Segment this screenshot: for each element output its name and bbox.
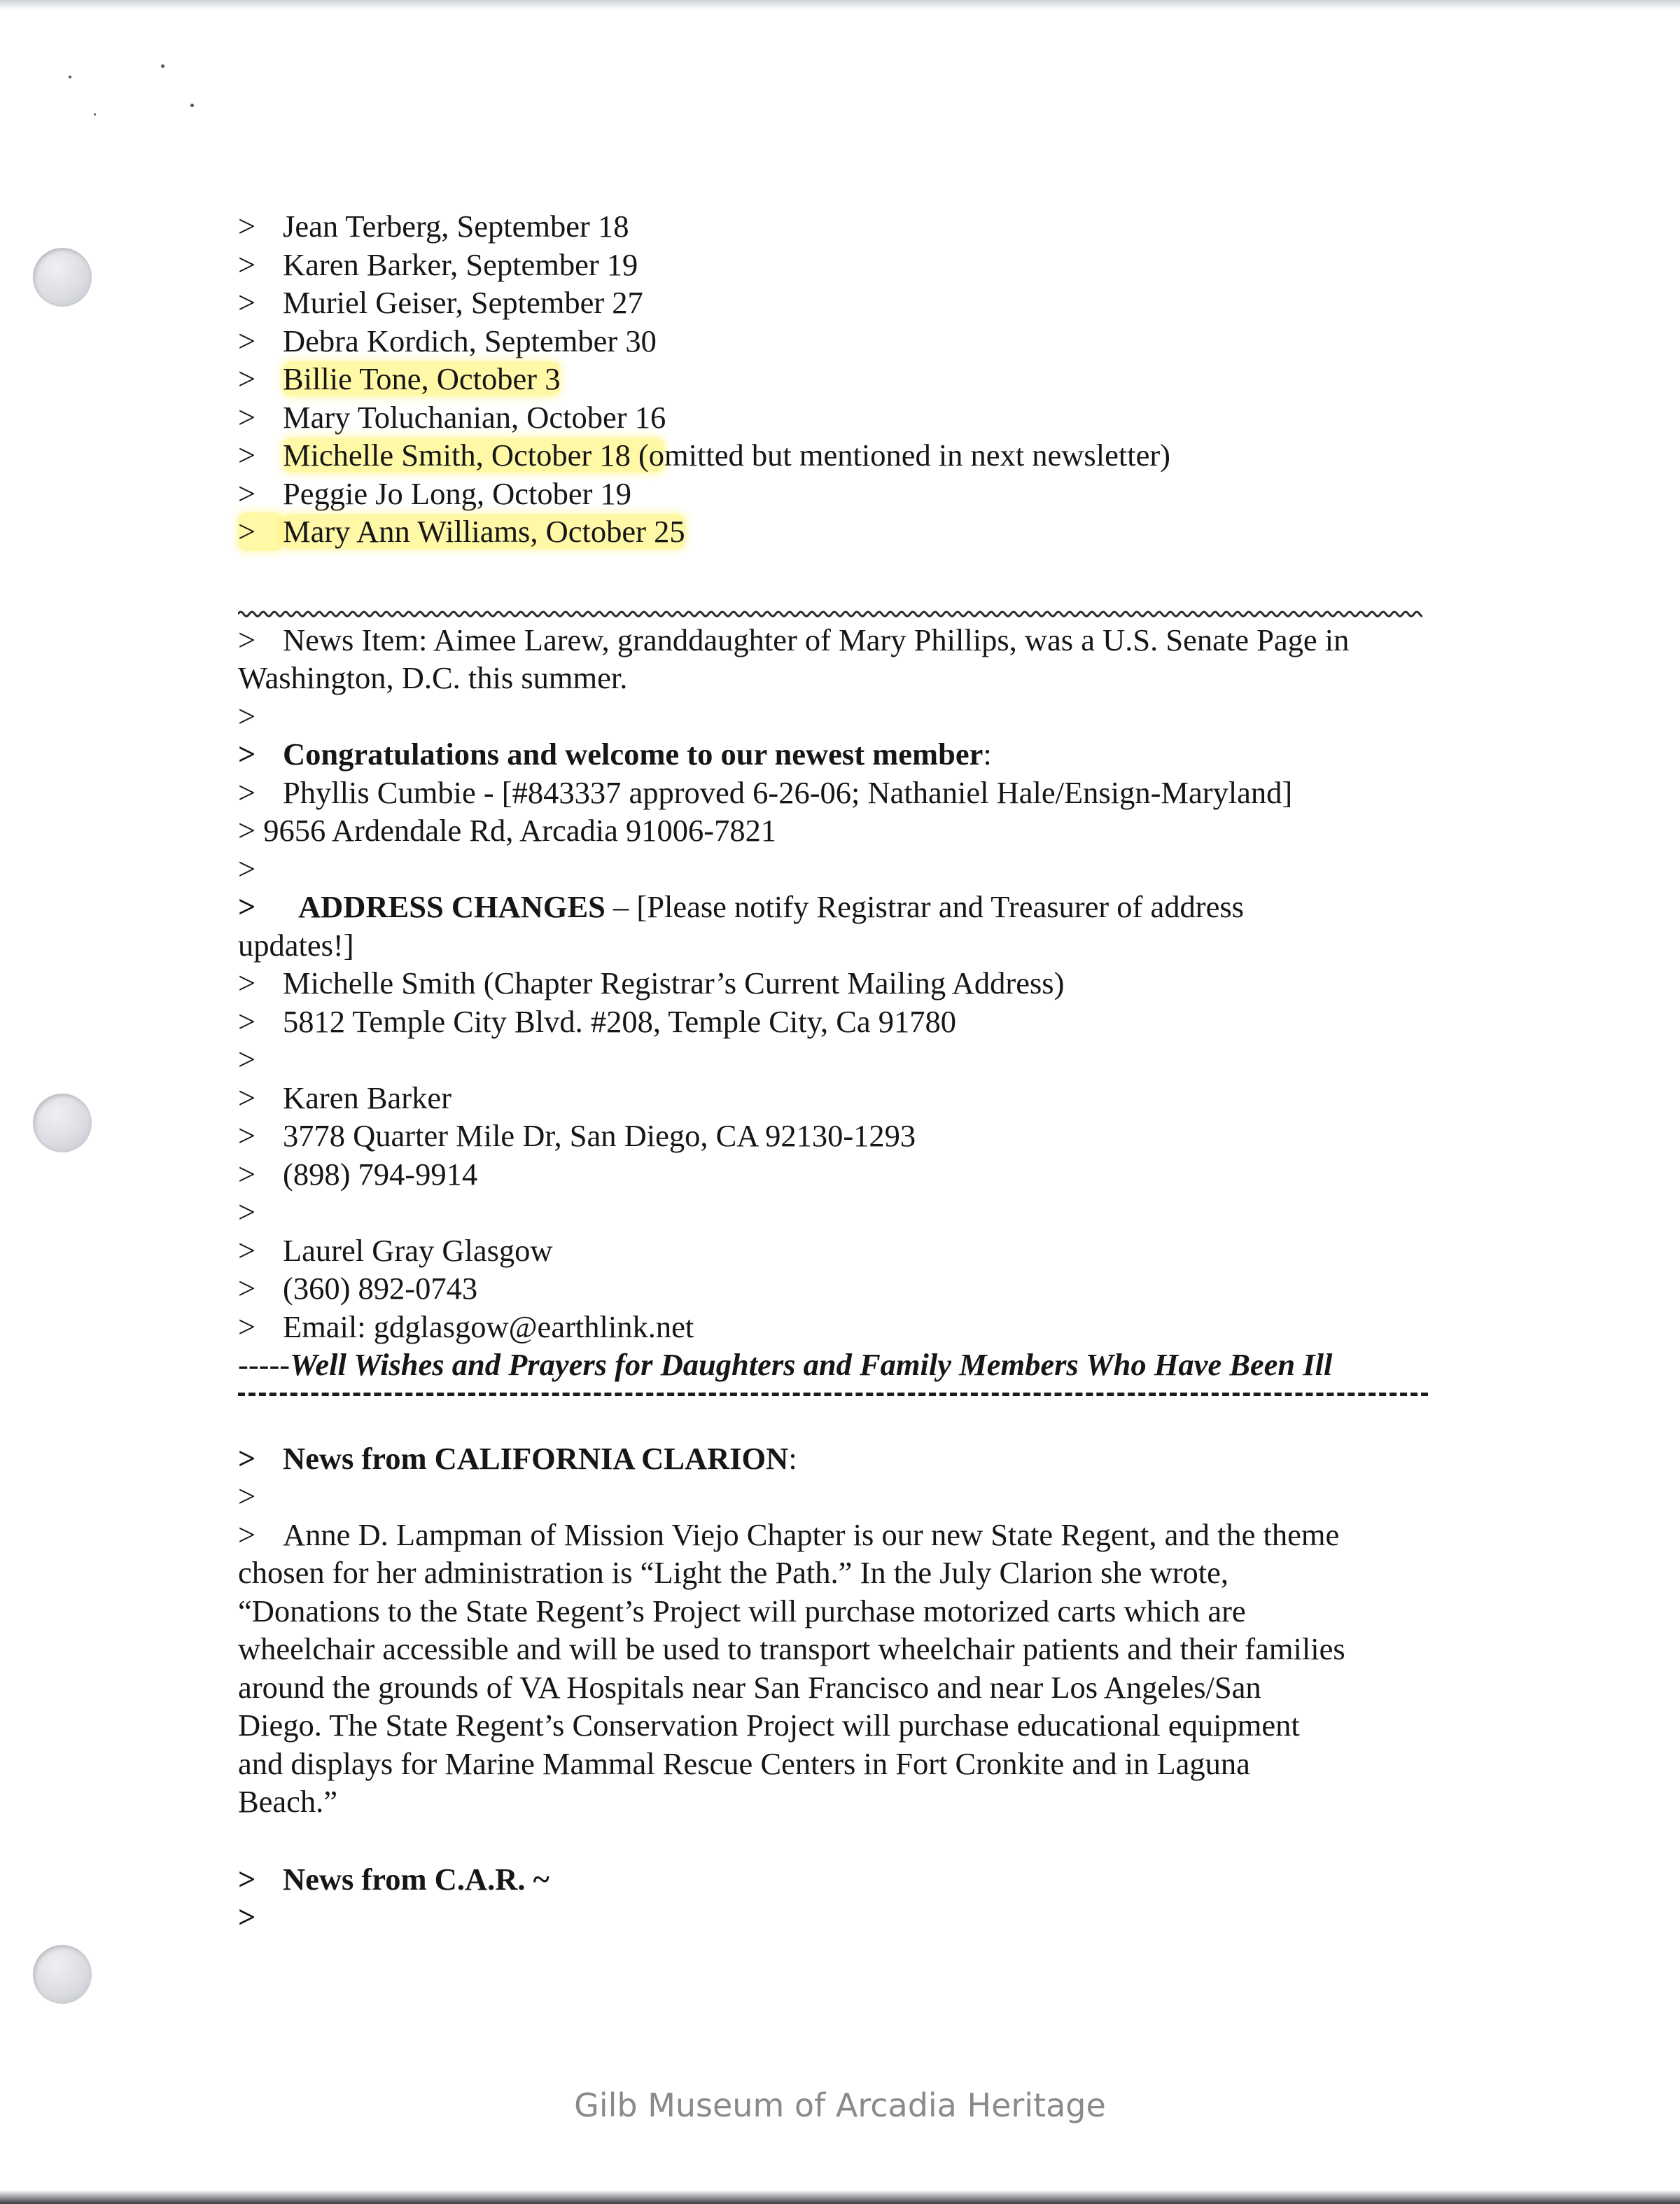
scan-bottom-edge	[0, 2190, 1680, 2204]
newsletter-page	[238, 207, 1442, 1937]
address-changes-note-cont: updates!]	[238, 927, 354, 963]
list-item-highlighted: > Michelle Smith, October 18 (omitted but mentioned in next newsletter)	[238, 438, 1170, 473]
address-entry: > 3778 Quarter Mile Dr, San Diego, CA 92130-1293	[238, 1118, 916, 1153]
well-wishes: -----Well Wishes and Prayers for Daughters and Family Members Who Have Been Ill	[238, 1347, 1333, 1382]
address-entry: > (360) 892-0743	[238, 1271, 478, 1306]
welcome-heading: > Congratulations and welcome to our newest member:	[238, 737, 992, 772]
address-entry: > 5812 Temple City Blvd. #208, Temple City, Ca 91780	[238, 1003, 957, 1039]
list-item: > Muriel Geiser, September 27	[238, 285, 643, 320]
binder-hole-middle	[33, 1094, 92, 1152]
address-entry: > Michelle Smith (Chapter Registrar’s Current Mailing Address)	[238, 965, 1065, 1000]
scan-speck	[94, 113, 96, 116]
wavy-divider	[238, 592, 1442, 606]
highlight: Billie Tone, October 3	[283, 361, 561, 396]
separator-marker: >	[238, 1899, 256, 1934]
news-item: > News Item: Aimee Larew, granddaughter of Mary Phillips, was a U.S. Senate Page in	[238, 622, 1350, 657]
address-entry: > Karen Barker	[238, 1080, 451, 1115]
binder-hole-top	[33, 248, 92, 307]
list-item: > Karen Barker, September 19	[238, 246, 638, 282]
scan-speck	[161, 64, 164, 68]
list-item-highlighted: > Billie Tone, October 3	[238, 361, 561, 396]
address-changes-heading: > ADDRESS CHANGES – [Please notify Registrar and Treasurer of address	[238, 889, 1244, 924]
birthday-list	[238, 207, 1442, 551]
news-item-cont: Washington, D.C. this summer.	[238, 660, 628, 695]
clarion-heading: > News from CALIFORNIA CLARION:	[238, 1440, 797, 1476]
separator-marker: >	[238, 1479, 256, 1514]
list-item: > Mary Toluchanian, October 16	[238, 399, 666, 435]
new-member: > Phyllis Cumbie - [#843337 approved 6-26-06; Nathaniel Hale/Ensign-Maryland]	[238, 774, 1293, 810]
highlight: Mary Ann Williams, October 25	[283, 514, 685, 549]
scan-top-edge	[0, 0, 1680, 10]
list-item-highlighted: > Mary Ann Williams, October 25	[238, 512, 1442, 551]
separator-marker: >	[238, 1042, 256, 1077]
new-member-address: > 9656 Ardendale Rd, Arcadia 91006-7821	[238, 813, 777, 848]
separator-marker: >	[238, 698, 256, 734]
scan-speck	[69, 76, 71, 78]
separator-marker: >	[238, 851, 256, 886]
address-entry: > Email: gdglasgow@earthlink.net	[238, 1309, 694, 1344]
address-entry: > Laurel Gray Glasgow	[238, 1232, 553, 1268]
clarion-paragraph: > Anne D. Lampman of Mission Viejo Chapter is our new State Regent, and the theme chosen for her administration is “Light the Path.” In the July Clarion she wrote, “Donations to the State Regent’s Project will purchase motorized carts which are wheelchair accessible and will be used to transport wheelchair patients and their families around the grounds of VA Hospitals near San Francisco and near Los Angeles/San Diego. The State Regent’s Conservation Project will purchase educational equipment and displays for Marine Mammal Rescue Centers in Fort Cronkite and in Laguna Beach.”	[238, 1516, 1345, 1819]
scan-speck	[190, 104, 194, 107]
address-entry: > (898) 794-9914	[238, 1156, 478, 1192]
binder-hole-bottom	[33, 1945, 92, 2004]
footer-credit: Gilb Museum of Arcadia Heritage	[574, 2086, 1106, 2124]
list-item: > Peggie Jo Long, October 19	[238, 475, 632, 511]
highlight: Michelle Smith, October 18 (o	[283, 438, 665, 473]
car-heading: > News from C.A.R. ~	[238, 1861, 550, 1897]
separator-marker: >	[238, 1194, 256, 1229]
list-item: > Debra Kordich, September 30	[238, 323, 657, 358]
list-item: > Jean Terberg, September 18	[238, 209, 629, 244]
